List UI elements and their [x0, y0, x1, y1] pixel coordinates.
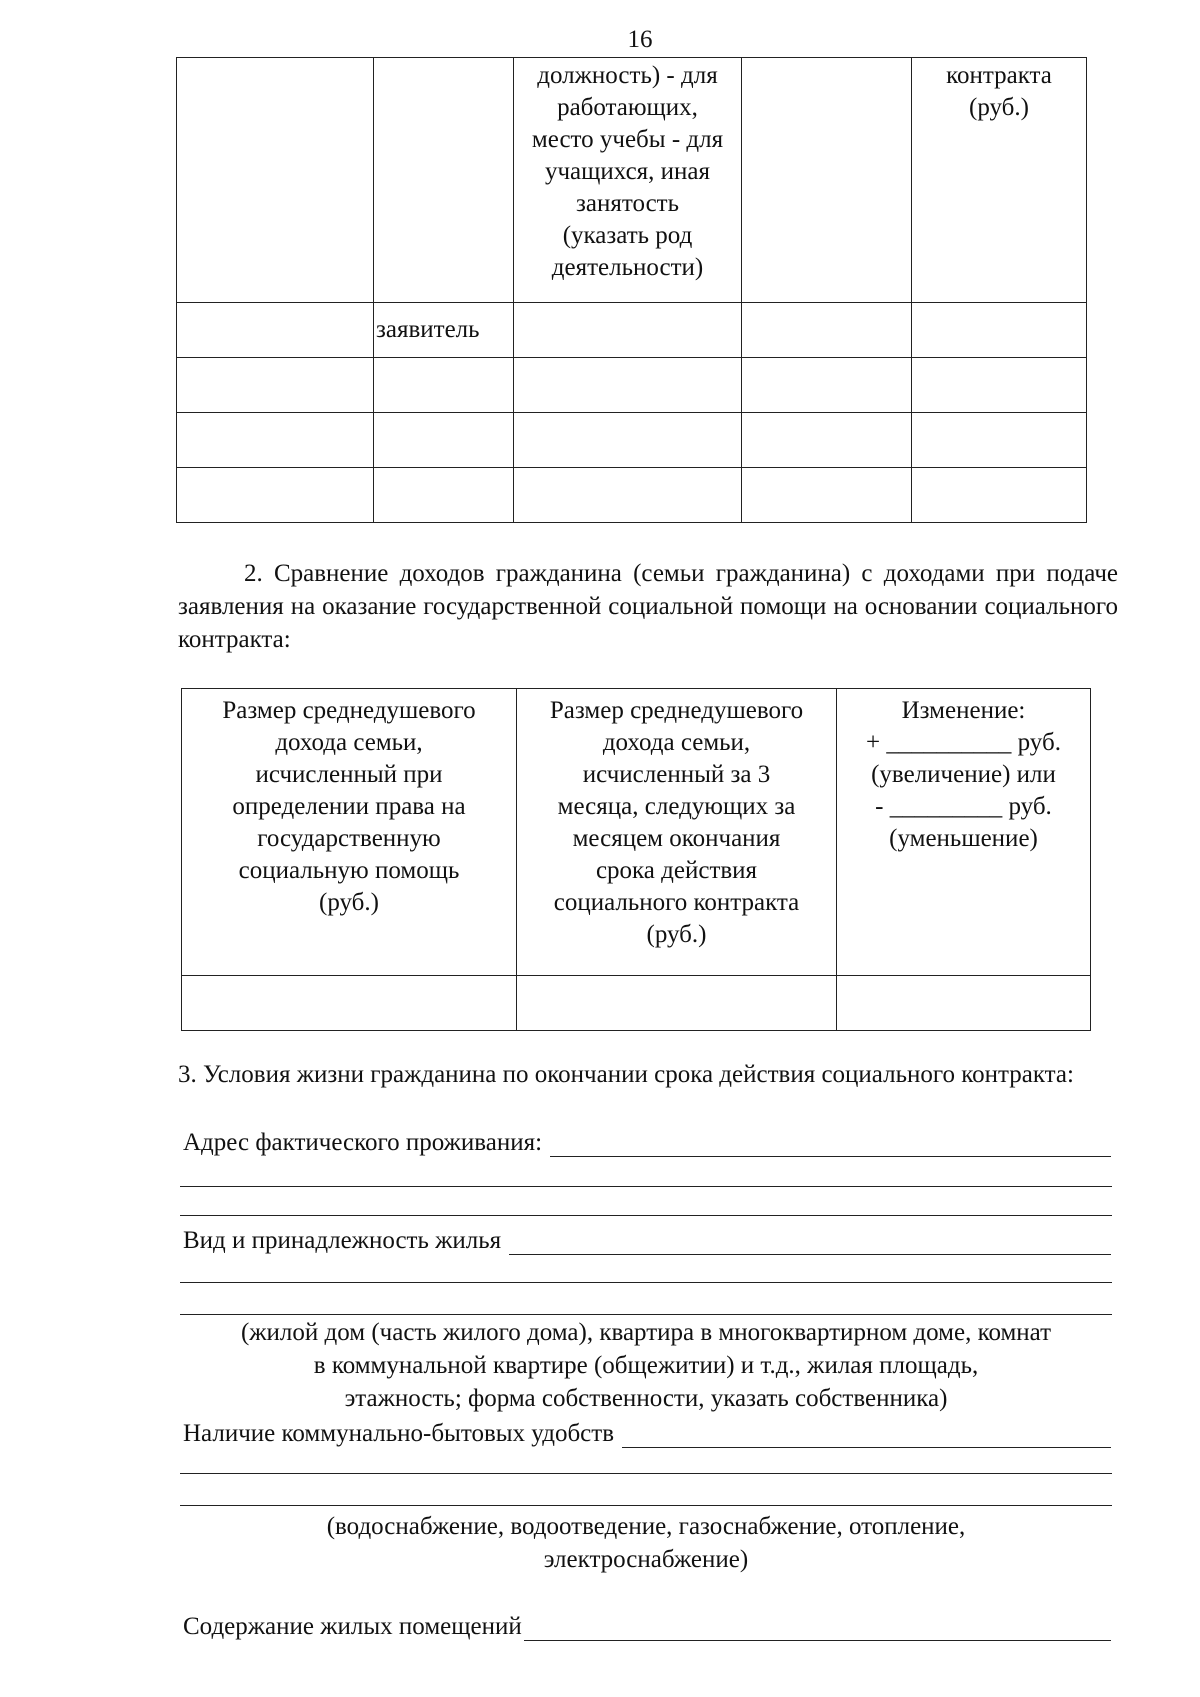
table-cell[interactable] [374, 413, 514, 468]
note-line: этажность; форма собственности, указать собственника) [344, 1385, 948, 1412]
header-line: (руб.) [319, 889, 379, 916]
header-line: (руб.) [646, 921, 707, 948]
header-line: месяцем окончания [572, 825, 781, 852]
table-cell[interactable] [742, 468, 912, 523]
housing-field[interactable] [183, 1222, 1111, 1255]
table-header-row [182, 689, 1091, 976]
header-cell-2 [374, 58, 514, 303]
header-line: исчисленный при [255, 761, 443, 788]
header-line: государственную [257, 825, 441, 852]
family-members-table [176, 57, 1087, 523]
header-line: дохода семьи, [602, 729, 751, 756]
address-blank-line[interactable] [550, 1132, 1111, 1157]
table-row [177, 468, 1087, 523]
table-cell[interactable] [742, 303, 912, 358]
housing-blank-line-3[interactable] [180, 1314, 1112, 1315]
header-cell-occupation [514, 58, 742, 303]
income-comparison-table [181, 688, 1091, 1031]
address-blank-line-2[interactable] [180, 1186, 1112, 1187]
table-cell[interactable] [742, 358, 912, 413]
header-line: занятость [576, 190, 679, 217]
table-row [177, 413, 1087, 468]
utilities-blank-line-2[interactable] [180, 1473, 1112, 1474]
table-cell[interactable] [912, 468, 1087, 523]
maintenance-field[interactable] [183, 1608, 1111, 1641]
utilities-blank-line[interactable] [622, 1423, 1111, 1448]
header-line: (руб.) [969, 94, 1029, 121]
utilities-blank-line-3[interactable] [180, 1505, 1112, 1506]
table-cell[interactable] [177, 413, 374, 468]
table-cell[interactable] [912, 358, 1087, 413]
table-cell[interactable] [374, 358, 514, 413]
header-cell-change [837, 689, 1091, 976]
utilities-note [180, 1510, 1112, 1576]
header-line: - _________ руб. [875, 793, 1052, 820]
housing-note [180, 1316, 1112, 1415]
header-line: срока действия [595, 857, 758, 884]
header-line: должность) - для [537, 62, 718, 89]
table-cell[interactable] [177, 468, 374, 523]
table-cell[interactable] [912, 303, 1087, 358]
header-line: Размер среднедушевого [222, 697, 476, 724]
utilities-field[interactable] [183, 1415, 1111, 1448]
housing-label: Вид и принадлежность жилья [183, 1227, 502, 1254]
section-2-text: 2. Сравнение доходов гражданина (семьи гражданина) с доходами при подаче заявления на оказание государственной социальной помощи на основании социального контракта: [178, 560, 1118, 653]
page-number: 16 [627, 26, 653, 53]
note-line: электроснабжение) [543, 1546, 749, 1573]
table-cell[interactable] [177, 303, 374, 358]
table-cell[interactable] [514, 358, 742, 413]
header-line: (увеличение) или [871, 761, 1056, 788]
header-line: дохода семьи, [275, 729, 423, 756]
table-cell[interactable] [514, 413, 742, 468]
table-row [177, 303, 1087, 358]
table-header-row [177, 58, 1087, 303]
housing-blank-line-2[interactable] [180, 1282, 1112, 1283]
header-line: определении права на [232, 793, 466, 820]
header-line: работающих, [557, 94, 698, 121]
header-line: контракта [946, 62, 1052, 89]
table-cell[interactable] [742, 413, 912, 468]
housing-blank-line[interactable] [509, 1230, 1111, 1255]
header-cell-4 [742, 58, 912, 303]
maintenance-label: Содержание жилых помещений [183, 1613, 522, 1640]
header-line: Изменение: [901, 697, 1026, 724]
header-line: (указать род [562, 222, 693, 249]
header-cell-post-contract-income [517, 689, 837, 976]
header-line: месяца, следующих за [557, 793, 796, 820]
table-row [177, 358, 1087, 413]
note-line: в коммунальной квартире (общежитии) и т.д., жилая площадь, [313, 1352, 979, 1379]
table-cell[interactable] [374, 468, 514, 523]
header-line: социального контракта [553, 889, 800, 916]
table-cell-role: заявитель [374, 303, 514, 358]
note-line: (жилой дом (часть жилого дома), квартира в многоквартирном доме, комнат [240, 1319, 1052, 1346]
header-line: Размер среднедушевого [549, 697, 804, 724]
header-line: + __________ руб. [866, 729, 1061, 756]
table-cell[interactable] [514, 303, 742, 358]
table-cell[interactable] [182, 976, 517, 1031]
header-line: социальную помощь [238, 857, 460, 884]
table-row [182, 976, 1091, 1031]
header-cell-contract [912, 58, 1087, 303]
table-cell[interactable] [912, 413, 1087, 468]
table-cell[interactable] [837, 976, 1091, 1031]
table-cell[interactable] [517, 976, 837, 1031]
address-blank-line-3[interactable] [180, 1215, 1112, 1216]
header-line: учащихся, иная [544, 158, 711, 185]
note-line: (водоснабжение, водоотведение, газоснабжение, отопление, [326, 1513, 966, 1540]
header-line: место учебы - для [531, 126, 724, 153]
utilities-label: Наличие коммунально-бытовых удобств [183, 1420, 614, 1447]
header-line: исчисленный за 3 [582, 761, 771, 788]
header-cell-initial-income [182, 689, 517, 976]
header-line: (уменьшение) [889, 825, 1038, 852]
header-line: деятельности) [551, 254, 704, 281]
section-3-heading: 3. Условия жизни гражданина по окончании срока действия социального контракта: [178, 1061, 1074, 1088]
address-field[interactable] [183, 1124, 1111, 1157]
header-cell-1 [177, 58, 374, 303]
table-cell[interactable] [177, 358, 374, 413]
table-cell[interactable] [514, 468, 742, 523]
address-label: Адрес фактического проживания: [183, 1129, 543, 1156]
maintenance-blank-line[interactable] [524, 1616, 1111, 1641]
